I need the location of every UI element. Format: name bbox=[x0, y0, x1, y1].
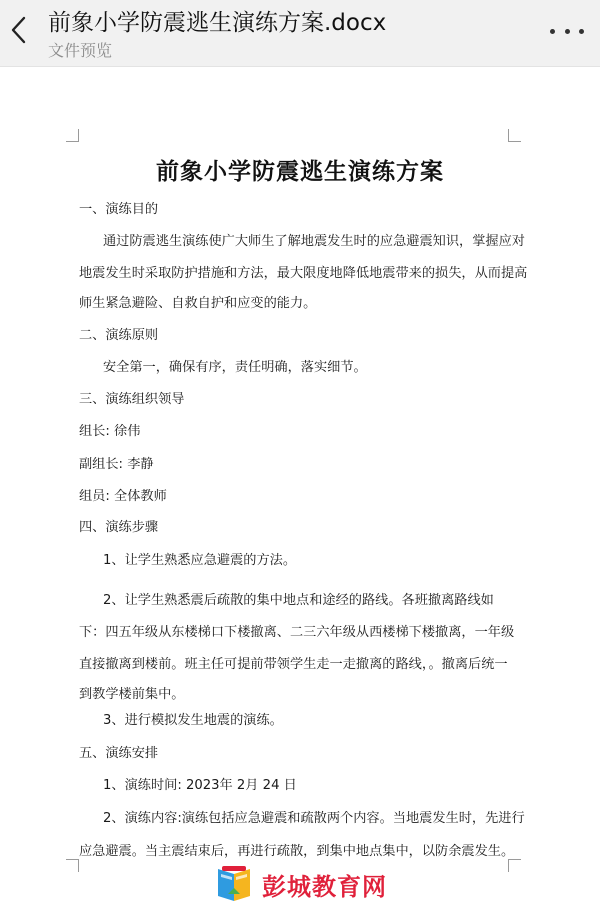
file-title: 前象小学防震逃生演练方案.docx bbox=[48, 10, 387, 36]
document-title: 前象小学防震逃生演练方案 bbox=[156, 159, 444, 185]
paragraph-line: 应急避震。当主震结束后，再进行疏散，到集中地点集中，以防余震发生。 bbox=[79, 844, 515, 859]
chevron-left-icon bbox=[9, 15, 29, 45]
page-corner-mark bbox=[66, 129, 79, 142]
section-heading: 五、演练安排 bbox=[79, 746, 159, 761]
page-corner-mark bbox=[508, 129, 521, 142]
paragraph-line: 到教学楼前集中。 bbox=[79, 687, 185, 702]
paragraph-line: 2、演练内容:演练包括应急避震和疏散两个内容。当地震发生时，先进行 bbox=[103, 811, 525, 826]
watermark-text: 彭城教育网 bbox=[262, 872, 387, 901]
paragraph-line: 通过防震逃生演练使广大师生了解地震发生时的应急避震知识，掌握应对 bbox=[103, 234, 525, 249]
file-subtitle: 文件预览 bbox=[48, 41, 113, 60]
paragraph-line: 组员: 全体教师 bbox=[79, 489, 167, 504]
document-page[interactable] bbox=[0, 67, 600, 919]
section-heading: 二、演练原则 bbox=[79, 328, 159, 343]
paragraph-line: 副组长: 李静 bbox=[79, 457, 154, 472]
paragraph-line: 师生紧急避险、自救自护和应变的能力。 bbox=[79, 296, 317, 311]
paragraph-line: 1、让学生熟悉应急避震的方法。 bbox=[103, 553, 297, 568]
site-watermark bbox=[214, 864, 387, 904]
books-logo-icon bbox=[214, 866, 254, 902]
top-bar bbox=[0, 0, 600, 67]
paragraph-line: 1、演练时间: 2023年 2月 24 日 bbox=[103, 778, 297, 793]
paragraph-line: 2、让学生熟悉震后疏散的集中地点和途经的路线。各班撤离路线如 bbox=[103, 593, 494, 608]
section-heading: 一、演练目的 bbox=[79, 202, 159, 217]
paragraph-line: 直接撤离到楼前。班主任可提前带领学生走一走撤离的路线，。撤离后统一 bbox=[79, 657, 508, 672]
more-horizontal-icon bbox=[550, 29, 555, 34]
more-horizontal-icon bbox=[565, 29, 570, 34]
section-heading: 三、演练组织领导 bbox=[79, 392, 185, 407]
paragraph-line: 组长: 徐伟 bbox=[79, 424, 141, 439]
paragraph-line: 地震发生时采取防护措施和方法，最大限度地降低地震带来的损失，从而提高 bbox=[79, 266, 528, 281]
paragraph-line: 安全第一，确保有序，责任明确，落实细节。 bbox=[103, 360, 367, 375]
more-button[interactable] bbox=[550, 22, 584, 40]
paragraph-line: 下：四五年级从东楼梯口下楼撤离、二三六年级从西楼梯下楼撤离，一年级 bbox=[79, 625, 515, 640]
section-heading: 四、演练步骤 bbox=[79, 520, 159, 535]
back-button[interactable] bbox=[4, 10, 34, 50]
page-corner-mark bbox=[66, 859, 79, 872]
paragraph-line: 3、进行模拟发生地震的演练。 bbox=[103, 713, 283, 728]
more-horizontal-icon bbox=[579, 29, 584, 34]
